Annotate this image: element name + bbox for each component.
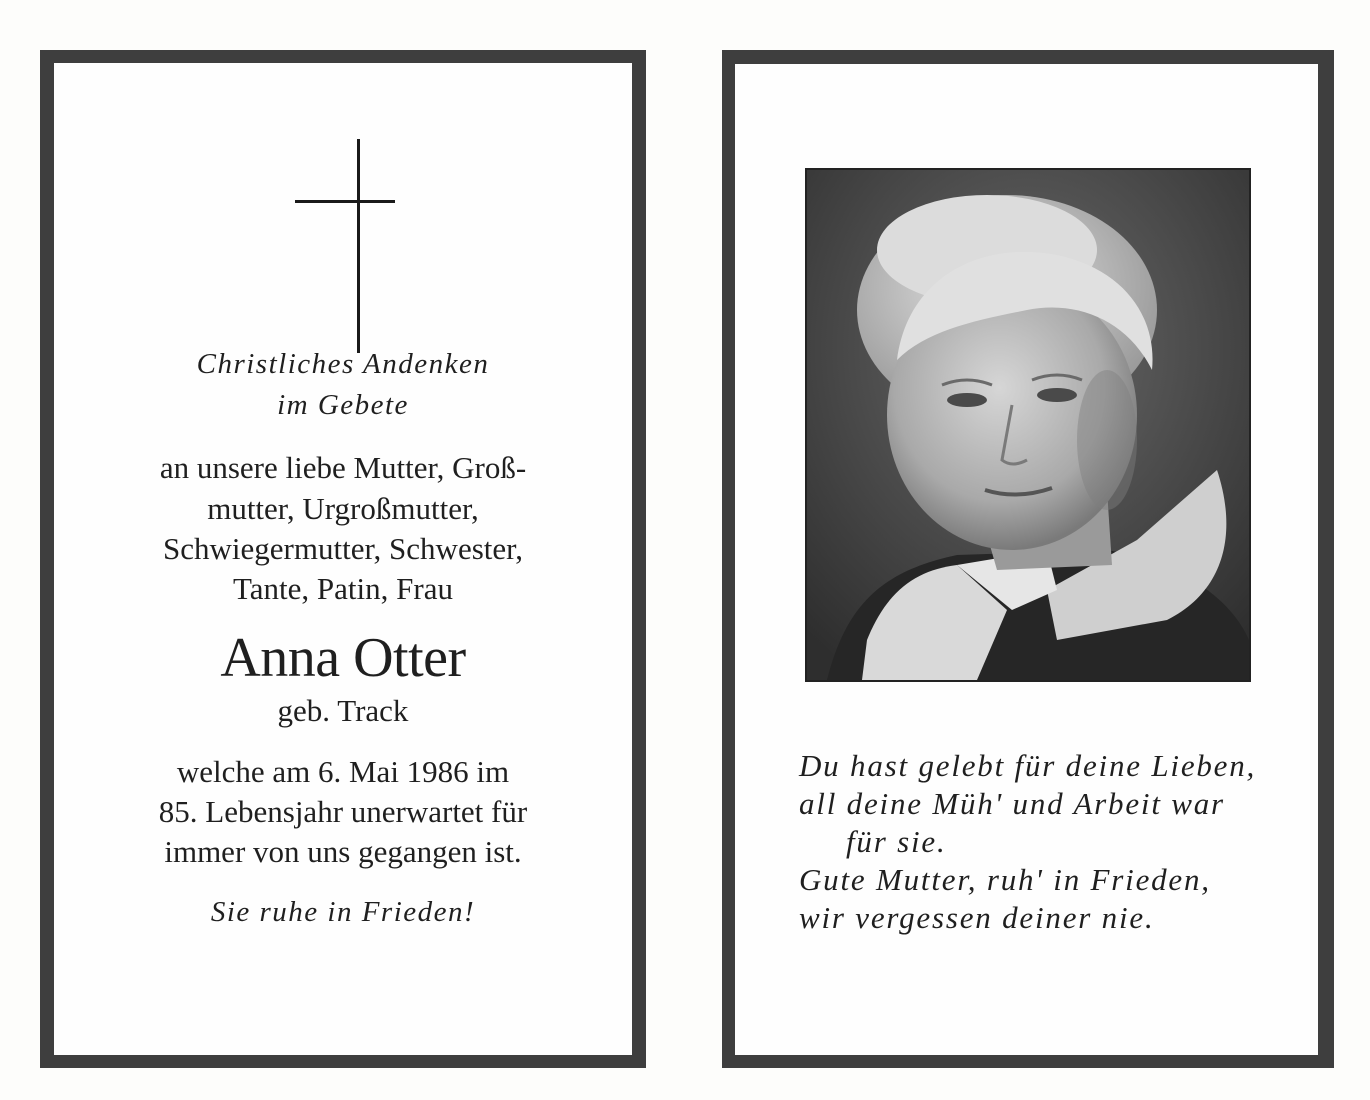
birth-name: geb. Track [277,693,409,728]
death-notice-line-1: welche am 6. Mai 1986 im [176,754,510,789]
heading-line-1: Christliches Andenken [196,348,490,380]
death-notice-line-2: 85. Lebensjahr unerwartet für [158,794,528,829]
portrait-photo [805,168,1251,682]
deceased-name: Anna Otter [220,627,466,689]
heading-line-2: im Gebete [277,389,409,421]
poem-line-3: für sie. [846,824,947,859]
poem-line-1: Du hast gelebt für deine Lieben, [799,748,1257,783]
relations-line-2: mutter, Urgroßmutter, [207,491,479,526]
relations-line-1: an unsere liebe Mutter, Groß- [159,450,527,485]
memorial-card-photo-side [722,50,1334,1068]
blessing: Sie ruhe in Frieden! [210,896,476,928]
poem-line-2: all deine Müh' und Arbeit war [799,786,1225,821]
cross-icon-crossbar [295,200,395,203]
poem-line-5: wir vergessen deiner nie. [799,900,1155,935]
cross-icon [357,139,360,353]
relations-line-3: Schwiegermutter, Schwester, [163,531,523,566]
relations-line-4: Tante, Patin, Frau [233,571,453,606]
memorial-card-text-side [40,50,646,1068]
poem-line-4: Gute Mutter, ruh' in Frieden, [799,862,1211,897]
death-notice-line-3: immer von uns gegangen ist. [164,834,522,869]
